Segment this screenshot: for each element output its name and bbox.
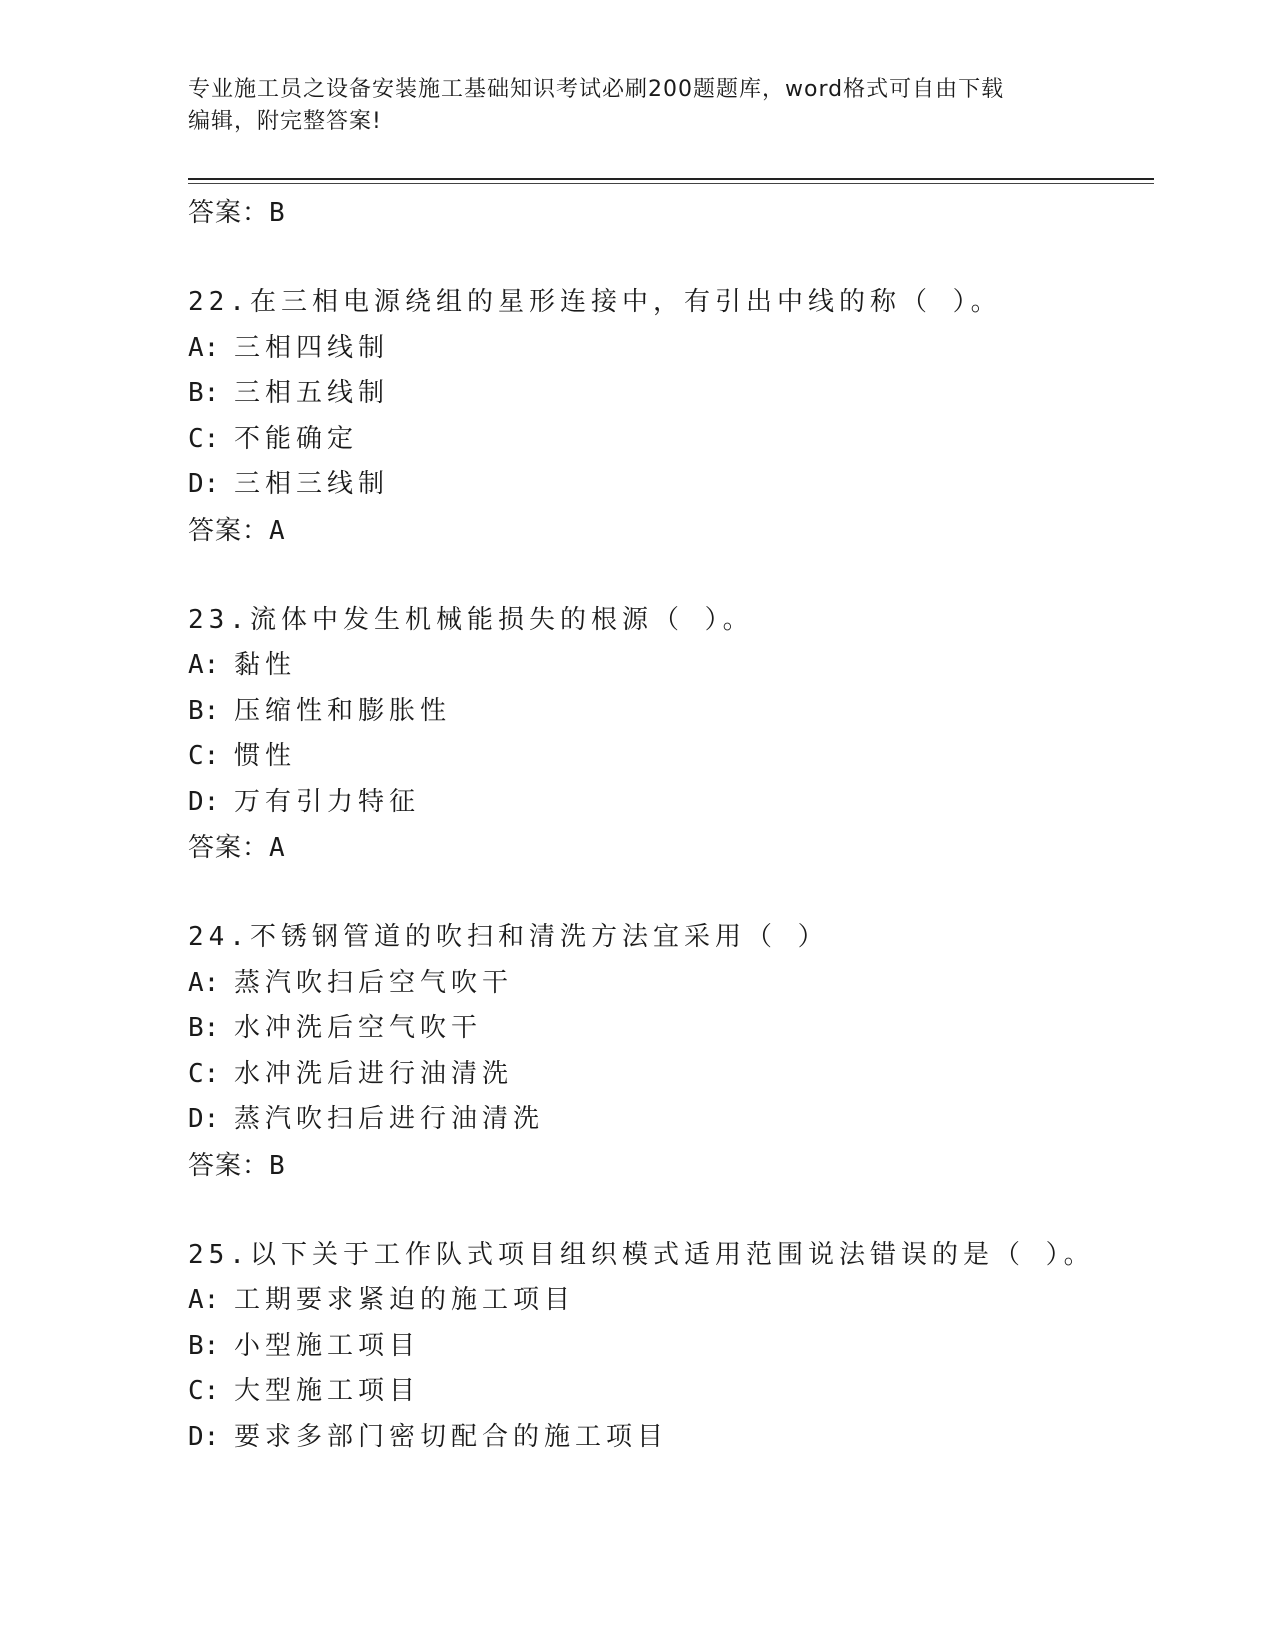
option-key: C:	[188, 741, 220, 771]
option-text: 要求多部门密切配合的施工项目	[234, 1421, 669, 1452]
option-a	[188, 961, 1148, 1007]
option-key: B:	[188, 1013, 220, 1043]
option-key: D:	[188, 1104, 220, 1134]
answer-value: A	[269, 515, 286, 546]
question-24	[188, 915, 1148, 1189]
question-25	[188, 1233, 1148, 1461]
option-d	[188, 1415, 1148, 1461]
option-text: 水冲洗后进行油清洗	[234, 1058, 514, 1089]
option-c	[188, 417, 1148, 463]
option-d	[188, 462, 1148, 508]
option-b	[188, 1324, 1148, 1370]
option-b	[188, 689, 1148, 735]
header-divider	[188, 178, 1154, 180]
option-key: D:	[188, 469, 220, 499]
option-text: 工期要求紧迫的施工项目	[234, 1285, 576, 1315]
option-text: 三相四线制	[234, 332, 390, 363]
option-c	[188, 1052, 1148, 1098]
option-c	[188, 1369, 1148, 1415]
option-key: B:	[188, 695, 220, 726]
option-d	[188, 1097, 1148, 1143]
question-stem: 24.不锈钢管道的吹扫和清洗方法宜采用（ ）	[188, 922, 829, 952]
option-key: A:	[188, 650, 220, 680]
answer-value: B	[269, 198, 286, 228]
answer-label: 答案：	[188, 198, 270, 228]
option-a	[188, 1278, 1148, 1324]
option-text: 黏性	[234, 650, 297, 680]
option-a	[188, 326, 1148, 372]
option-text: 水冲洗后空气吹干	[234, 1013, 483, 1043]
answer-line	[188, 1143, 1148, 1189]
option-text: 惯性	[234, 741, 297, 771]
answer-label: 答案：	[188, 515, 270, 546]
option-c	[188, 734, 1148, 780]
header-divider-thin	[188, 183, 1154, 184]
header-line-1: 专业施工员之设备安装施工基础知识考试必刷200题题库，word格式可自由下载	[188, 77, 1005, 102]
option-key: C:	[188, 423, 220, 454]
option-a	[188, 643, 1148, 689]
option-key: D:	[188, 786, 220, 817]
option-text: 不能确定	[234, 423, 359, 454]
option-text: 三相三线制	[234, 469, 390, 499]
question-22	[188, 280, 1148, 554]
option-text: 万有引力特征	[234, 786, 421, 817]
option-key: B:	[188, 378, 220, 408]
document-body	[188, 190, 1148, 1460]
page-header	[188, 74, 1088, 138]
question-23	[188, 598, 1148, 872]
previous-answer	[188, 190, 1148, 236]
option-text: 三相五线制	[234, 378, 390, 408]
answer-label: 答案：	[188, 833, 270, 863]
option-b	[188, 1006, 1148, 1052]
question-stem: 22.在三相电源绕组的星形连接中，有引出中线的称（ ）。	[188, 287, 1002, 317]
option-b	[188, 371, 1148, 417]
option-text: 小型施工项目	[234, 1330, 421, 1361]
answer-value: B	[269, 1150, 286, 1181]
option-key: C:	[188, 1058, 220, 1089]
answer-label: 答案：	[188, 1150, 270, 1181]
option-d	[188, 780, 1148, 826]
question-stem: 23.流体中发生机械能损失的根源（ ）。	[188, 604, 754, 635]
option-key: A:	[188, 1285, 220, 1315]
option-text: 大型施工项目	[234, 1376, 421, 1406]
option-key: C:	[188, 1376, 220, 1406]
option-key: A:	[188, 967, 220, 998]
option-text: 蒸汽吹扫后空气吹干	[234, 967, 514, 998]
header-line-2: 编辑，附完整答案!	[188, 109, 382, 134]
answer-line	[188, 508, 1148, 554]
option-key: A:	[188, 332, 220, 363]
option-key: B:	[188, 1330, 220, 1361]
option-text: 蒸汽吹扫后进行油清洗	[234, 1104, 545, 1134]
question-stem: 25.以下关于工作队式项目组织模式适用范围说法错误的是（ ）。	[188, 1239, 1095, 1270]
answer-value: A	[269, 833, 286, 863]
option-key: D:	[188, 1421, 220, 1452]
option-text: 压缩性和膨胀性	[234, 695, 452, 726]
answer-line	[188, 825, 1148, 871]
